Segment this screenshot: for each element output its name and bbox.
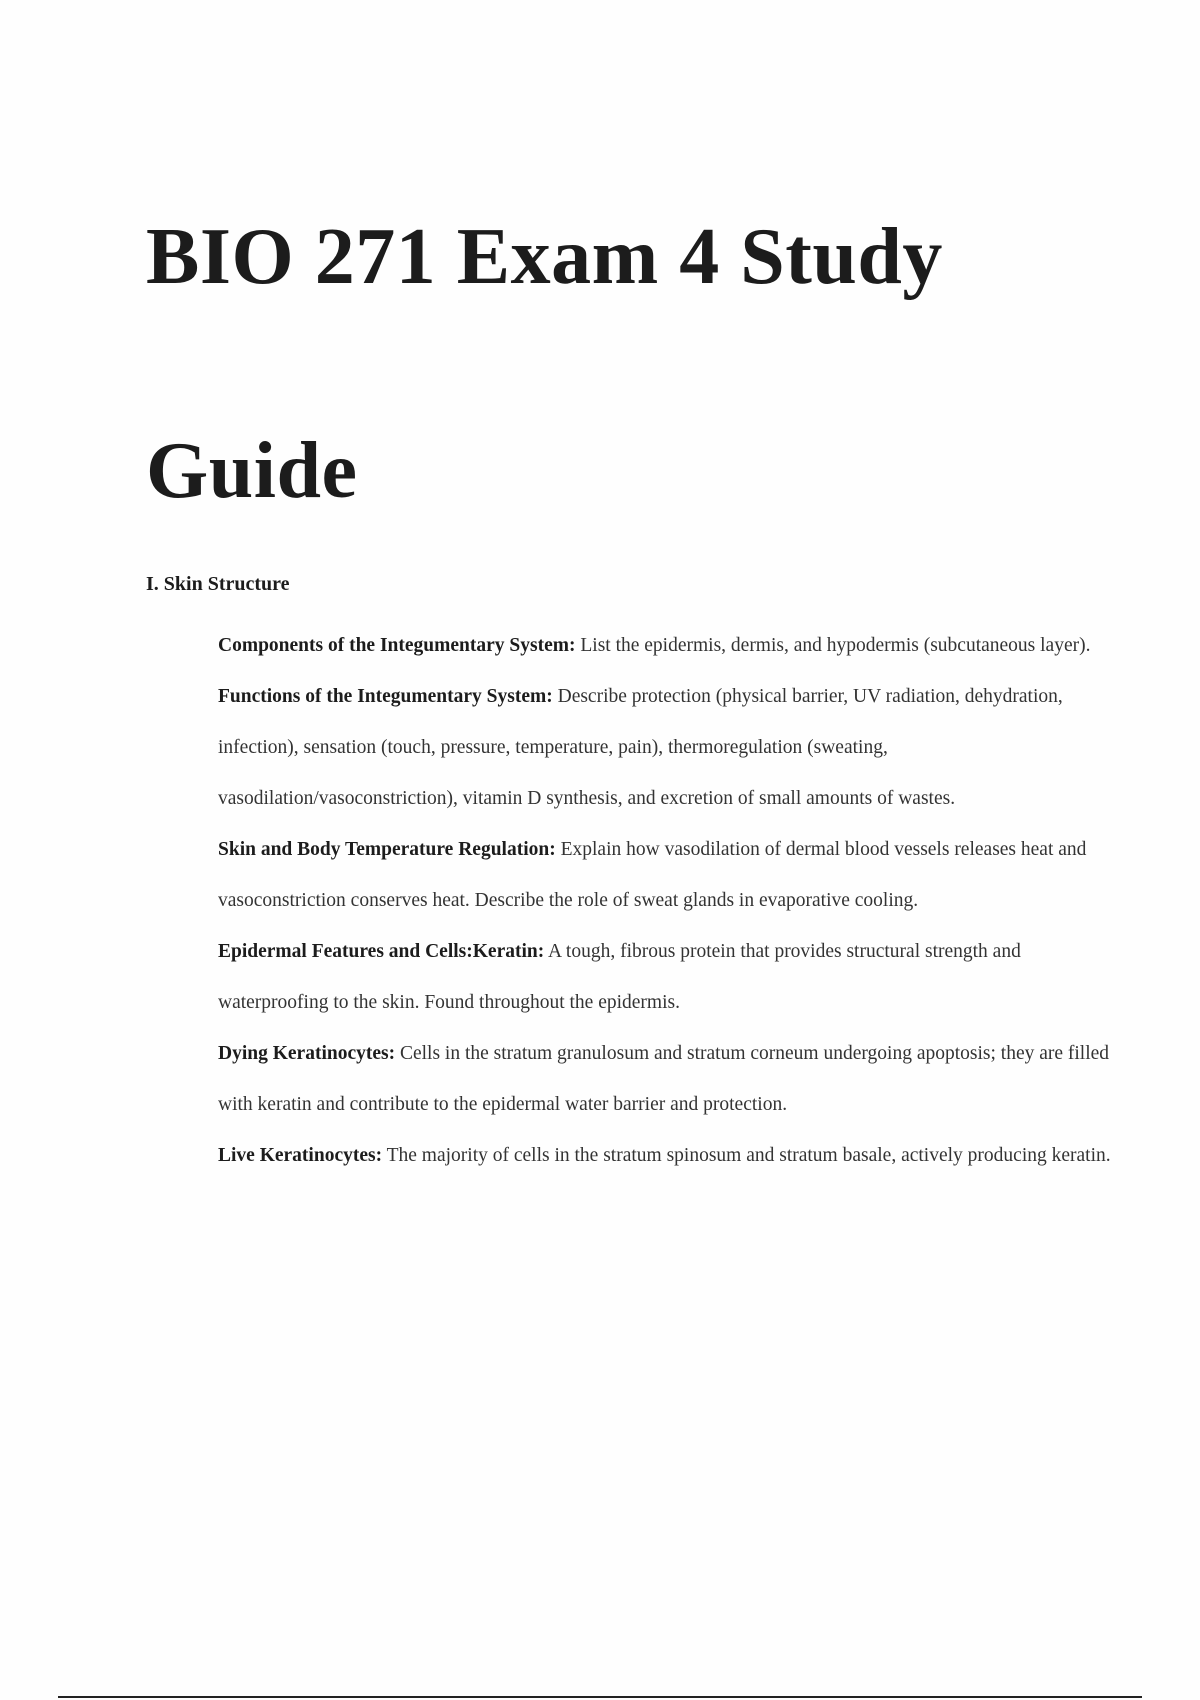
page-bottom-rule [58,1696,1142,1698]
list-item [218,620,1118,671]
item-text: The majority of cells in the stratum spinosum and stratum basale, actively producing keratin. [382,1145,1111,1166]
item-text: Cells in the stratum granulosum and stratum corneum undergoing apoptosis; they are filled with keratin and contribute to the epidermal water barrier and protection. [218,1043,1110,1115]
item-text: A tough, fibrous protein that provides structural strength and waterproofing to the skin. Found throughout the epidermis. [218,941,1021,1013]
item-text: Describe protection (physical barrier, UV radiation, dehydration, infection), sensation (touch, pressure, temperature, pain), thermoregulation (sweating, vasodilation/vasoconstriction), vitamin D synthesis, and excretion of small amounts of wastes. [218,686,1063,809]
item-term: Functions of the Integumentary System: [218,686,553,707]
list-item [218,1028,1118,1130]
page-title-line-1: BIO 271 Exam 4 Study [146,213,943,301]
item-text: List the epidermis, dermis, and hypodermis (subcutaneous layer). [575,635,1091,656]
section-heading: I. Skin Structure [146,573,290,595]
list-item [218,926,1118,1028]
page-title-line-2: Guide [146,427,358,515]
item-text: Explain how vasodilation of dermal blood vessels releases heat and vasoconstriction conserves heat. Describe the role of sweat glands in evaporative cooling. [218,839,1087,911]
page-title [146,150,1146,578]
item-term: Live Keratinocytes: [218,1145,383,1166]
item-term: Dying Keratinocytes: [218,1043,396,1064]
item-term: Components of the Integumentary System: [218,635,576,656]
list-item [218,824,1118,926]
item-term: Skin and Body Temperature Regulation: [218,839,556,860]
section-item-list [218,620,1118,1181]
list-item [218,1130,1118,1181]
list-item [218,671,1118,824]
item-term: Epidermal Features and Cells:Keratin: [218,941,545,962]
